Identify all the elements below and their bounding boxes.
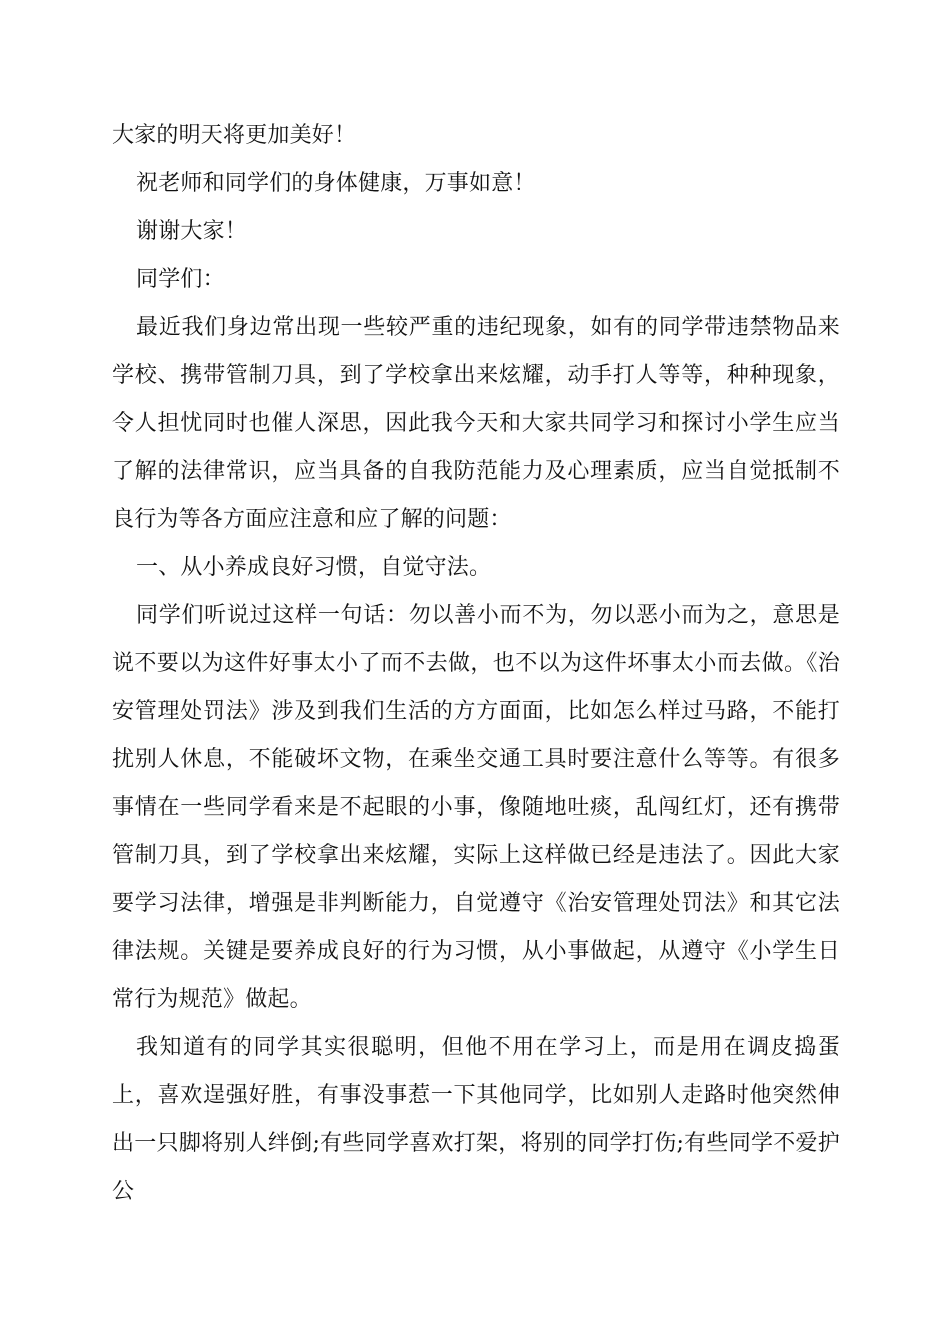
paragraph-intro: 最近我们身边常出现一些较严重的违纪现象，如有的同学带违禁物品来学校、携带管制刀具，到了学校拿出来炫耀，动手打人等等，种种现象，令人担忧同时也催人深思，因此我今天和大家共同学习和探讨小学生应当了解的法律常识，应当具备的自我防范能力及心理素质，应当自觉抵制不良行为等各方面应注意和应了解的问题： (112, 315, 840, 532)
paragraph-law-habits: 同学们听说过这样一句话：勿以善小而不为，勿以恶小而为之，意思是说不要以为这件好事太小了而不去做，也不以为这件坏事太小而去做。《治安管理处罚法》涉及到我们生活的方方面面，比如怎么样过马路，不能打扰别人休息，不能破坏文物，在乘坐交通工具时要注意什么等等。有很多事情在一些同学看来是不起眼的小事，像随地吐痰，乱闯红灯，还有携带管制刀具，到了学校拿出来炫耀，实际上这样做已经是违法了。因此大家要学习法律，增强是非判断能力，自觉遵守《治安管理处罚法》和其它法律法规。关键是要养成良好的行为习惯，从小事做起，从遵守《小学生日常行为规范》做起。 (112, 603, 840, 1012)
paragraph-wishes: 祝老师和同学们的身体健康，万事如意！ (136, 171, 536, 196)
paragraph-closing-line: 大家的明天将更加美好！ (112, 123, 357, 148)
paragraph-thanks: 谢谢大家！ (136, 219, 248, 244)
paragraph-salutation: 同学们： (136, 267, 225, 292)
document-body (112, 112, 840, 1216)
paragraph-student-behavior: 我知道有的同学其实很聪明，但他不用在学习上，而是用在调皮捣蛋上，喜欢逞强好胜，有事没事惹一下其他同学，比如别人走路时他突然伸出一只脚将别人绊倒;有些同学喜欢打架，将别的同学打伤;有些同学不爱护公 (112, 1035, 840, 1204)
section-heading-1: 一、从小养成良好习惯，自觉守法。 (136, 555, 492, 580)
